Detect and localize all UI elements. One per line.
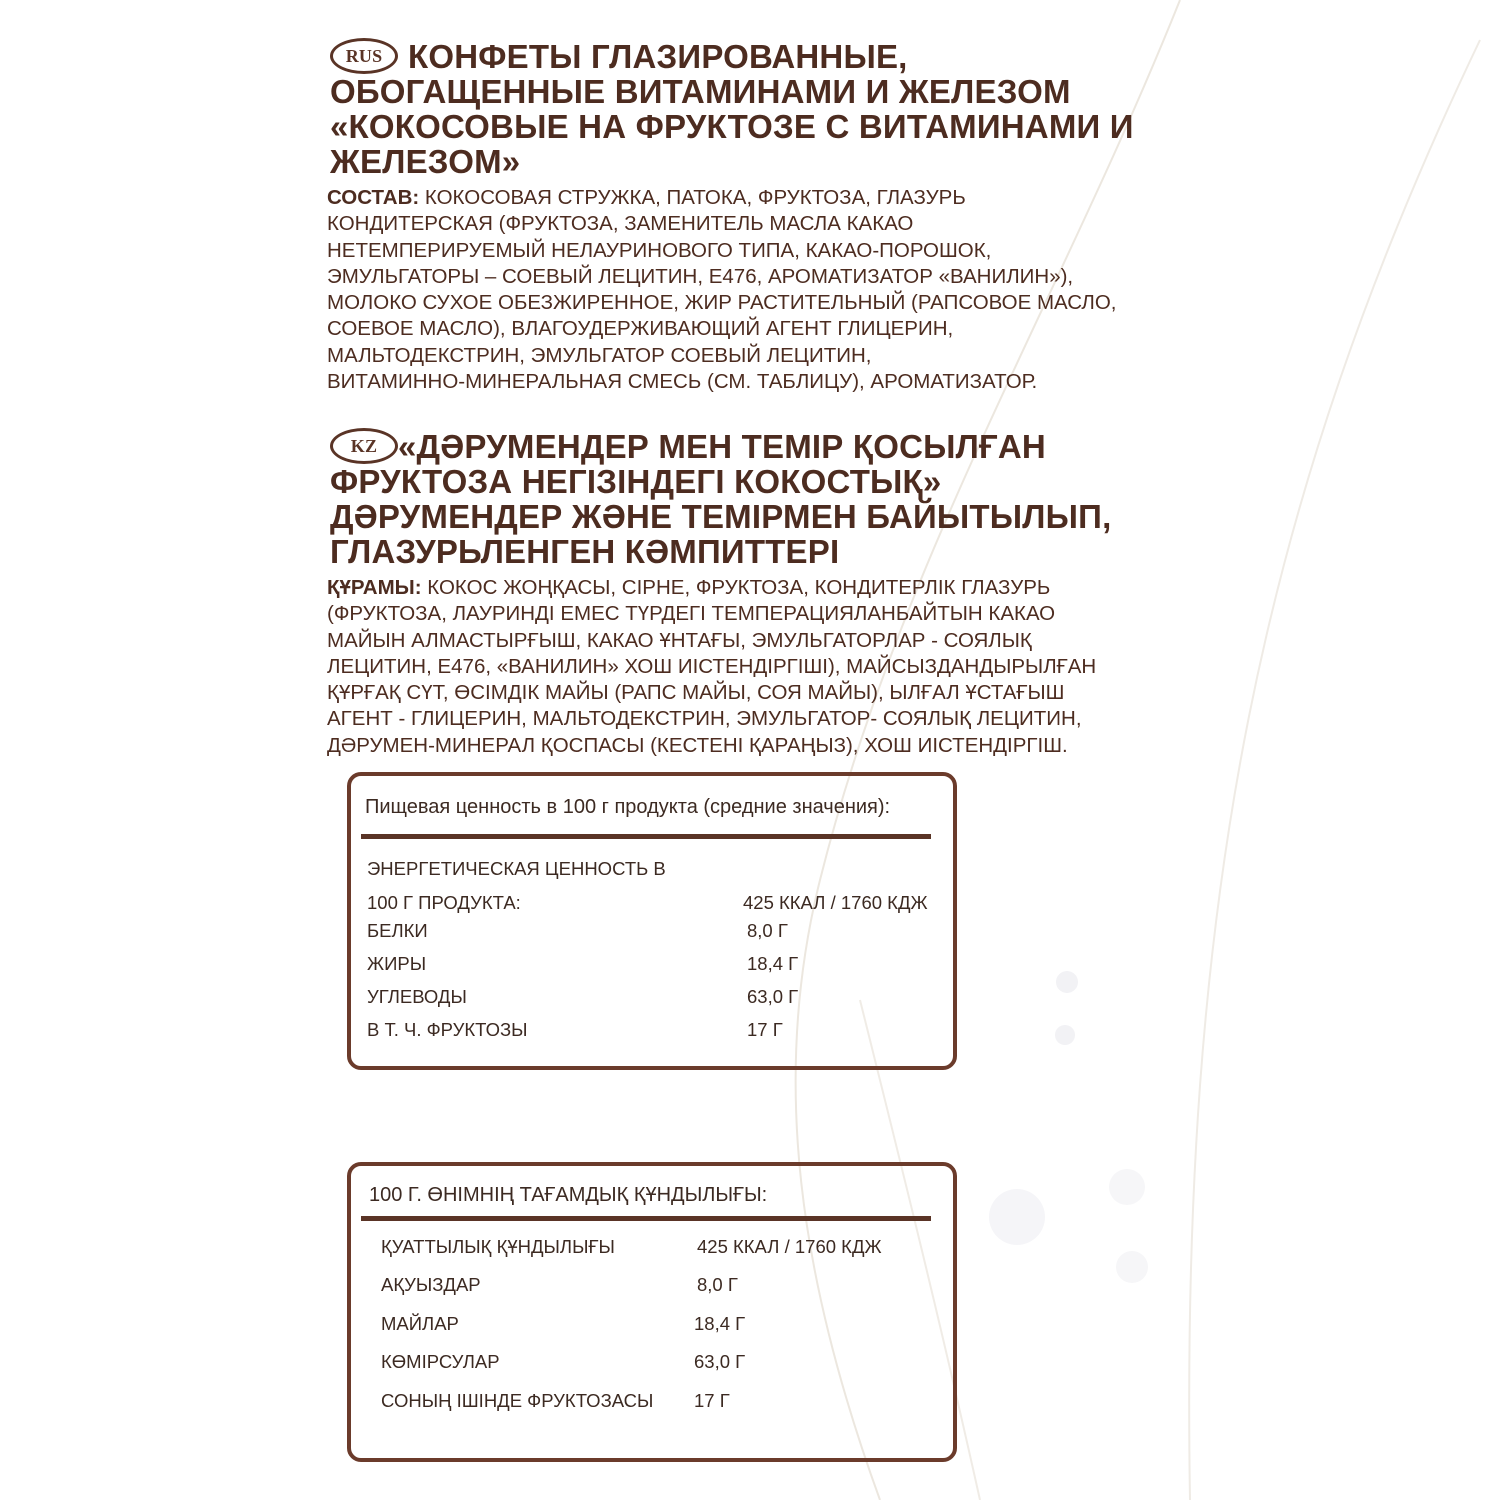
kz-title-line-4: ГЛАЗУРЬЛЕНГЕН КӘМПИТТЕРІ [330, 533, 840, 570]
rus-section [327, 37, 1134, 395]
droplet-decoration [1116, 1251, 1148, 1283]
rus-title-line-2: ОБОГАЩЕННЫЕ ВИТАМИНАМИ И ЖЕЛЕЗОМ [330, 73, 1071, 110]
nutrition-rus-title: Пищевая ценность в 100 г продукта (средние значения): [365, 796, 891, 818]
droplet-decoration [989, 1189, 1045, 1245]
kz-title-line-1: KZ «ДӘРУМЕНДЕР МЕН ТЕМІР ҚОСЫЛҒАН [330, 428, 1111, 464]
droplet-decoration [1109, 1169, 1145, 1205]
rus-title-line-4: ЖЕЛЕЗОМ» [330, 143, 521, 180]
kz-composition: ҚҰРАМЫ: КОКОС ЖОҢҚАСЫ, СІРНЕ, ФРУКТОЗА, КОНДИТЕРЛІК ГЛАЗУРЬ (ФРУКТОЗА, ЛАУРИНДІ ЕМЕС ТҮРДЕГІ ТЕМПЕРАЦИЯЛАНБАЙТЫН КАКАО МАЙЫН АЛМАСТЫРҒЫШ, КАКАО ҰНТАҒЫ, ЭМУЛЬГАТОРЛАР - СОЯЛЫҚ ЛЕЦИТИН, Е476, «ВАНИЛИН» ХОШ ИІСТЕНДІРГІШІ), МАЙСЫЗДАНДЫРЫЛҒАН ҚҰРҒАҚ СҮТ, ӨСІМДІК МАЙЫ (РАПС МАЙЫ, СОЯ МАЙЫ), ЫЛҒАЛ ҰСТАҒЫШ АГЕНТ - ГЛИЦЕРИН, МАЛЬТОДЕКСТРИН, ЭМУЛЬГАТОР- СОЯЛЫҚ ЛЕЦИТИН, ДӘРУМЕН-МИНЕРАЛ ҚОСПАСЫ (КЕСТЕНІ ҚАРАҢЫЗ), ХОШ ИІСТЕНДІРГІШ. [327, 576, 1097, 757]
rus-composition: СОСТАВ: КОКОСОВАЯ СТРУЖКА, ПАТОКА, ФРУКТОЗА, ГЛАЗУРЬ КОНДИТЕРСКАЯ (ФРУКТОЗА, ЗАМЕНИТЕЛЬ МАСЛА КАКАО НЕТЕМПЕРИРУЕМЫЙ НЕЛАУРИНОВОГО ТИПА, КАКАО-ПОРОШОК, ЭМУЛЬГАТОРЫ – СОЕВЫЙ ЛЕЦИТИН, Е476, АРОМАТИЗАТОР «ВАНИЛИН»), МОЛОКО СУХОЕ ОБЕЗЖИРЕННОЕ, ЖИР РАСТИТЕЛЬНЫЙ (РАПСОВОЕ МАСЛО, СОЕВОЕ МАСЛО), ВЛАГОУДЕРЖИВАЮЩИЙ АГЕНТ ГЛИЦЕРИН, МАЛЬТОДЕКСТРИН, ЭМУЛЬГАТОР СОЕВЫЙ ЛЕЦИТИН, ВИТАМИННО-МИНЕРАЛЬНАЯ СМЕСЬ (СМ. ТАБЛИЦУ), АРОМАТИЗАТОР. [327, 186, 1117, 394]
nutrition-table-rus: Пищевая ценность в 100 г продукта (средние значения): ЭНЕРГЕТИЧЕСКАЯ ЦЕННОСТЬ В 100 Г ПРОДУКТА: 425 ККАЛ / 1760 КДЖ БЕЛКИ 8,0 Г ЖИРЫ 18,4 Г УГЛЕВОДЫ 63,0 Г В Т. Ч. ФРУКТОЗЫ 17 Г [347, 772, 957, 1070]
kz-badge: KZ [330, 428, 398, 464]
rus-badge: RUS [330, 38, 398, 74]
nutrition-table-kz: 100 Г. ӨНІМНІҢ ТАҒАМДЫҚ ҚҰНДЫЛЫҒЫ: ҚУАТТЫЛЫҚ ҚҰНДЫЛЫҒЫ 425 ККАЛ / 1760 КДЖ АҚУЫЗДАР 8,0 Г МАЙЛАР 18,4 Г КӨМІРСУЛАР 63,0 Г СОНЫҢ ІШІНДЕ ФРУКТОЗАСЫ 17 Г [347, 1162, 957, 1462]
kz-title-line-3: ДӘРУМЕНДЕР ЖӘНЕ ТЕМІРМЕН БАЙЫТЫЛЫП, [330, 498, 1112, 535]
kz-title-line-2: ФРУКТОЗА НЕГІЗІНДЕГІ КОКОСТЫҚ» [330, 463, 942, 500]
rus-title-line-3: «КОКОСОВЫЕ НА ФРУКТОЗЕ С ВИТАМИНАМИ И [330, 108, 1134, 145]
kz-section [327, 427, 1112, 759]
droplet-decoration [1056, 971, 1078, 993]
nutrition-rus-divider [361, 834, 931, 839]
nutrition-kz-title: 100 Г. ӨНІМНІҢ ТАҒАМДЫҚ ҚҰНДЫЛЫҒЫ: [369, 1184, 768, 1206]
rus-composition-label: СОСТАВ: [327, 186, 420, 209]
rus-title-line-1: RUS КОНФЕТЫ ГЛАЗИРОВАННЫЕ, [330, 38, 1134, 74]
kz-composition-label: ҚҰРАМЫ: [327, 576, 422, 599]
droplet-decoration [1055, 1025, 1075, 1045]
nutrition-kz-divider [361, 1216, 931, 1221]
